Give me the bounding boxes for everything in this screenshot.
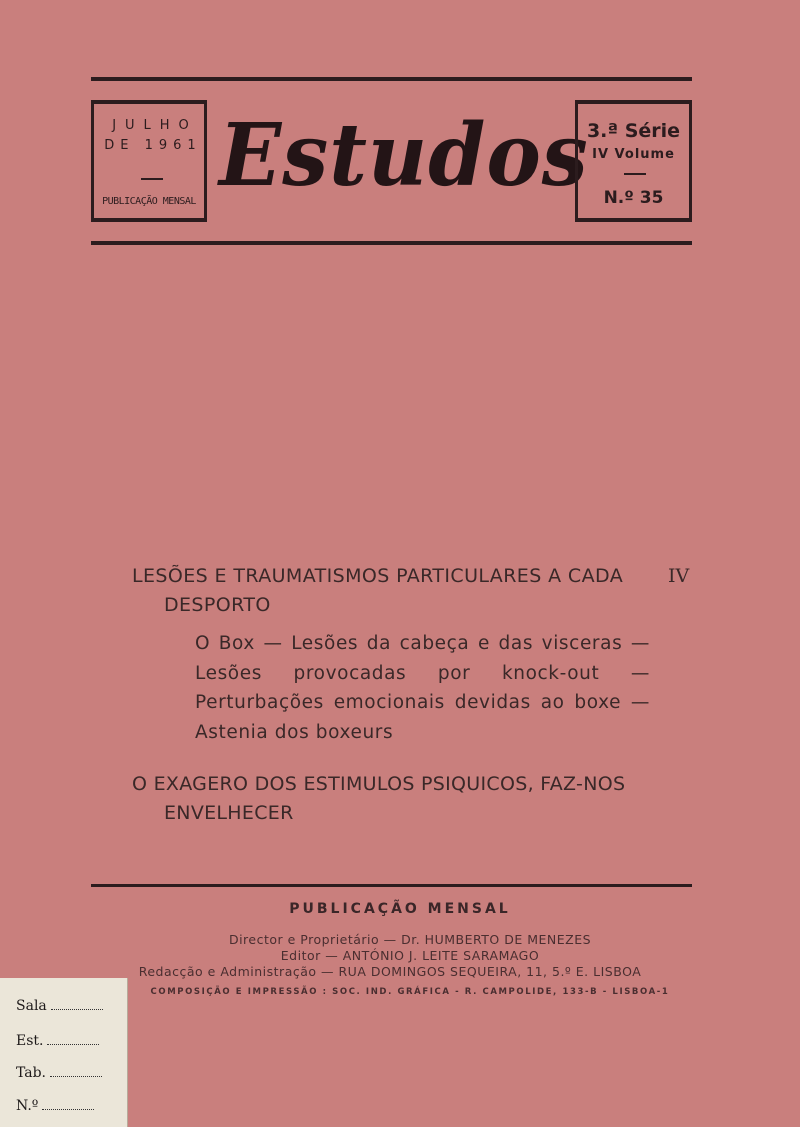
label-blank-line xyxy=(51,999,103,1010)
label-est: Est. xyxy=(16,1033,44,1049)
date-box-divider xyxy=(141,178,163,180)
volume-label: IV Volume xyxy=(592,147,675,162)
label-numero: N.º xyxy=(16,1098,39,1114)
label-row-numero xyxy=(16,1098,94,1114)
label-sala: Sala xyxy=(16,998,47,1014)
footer-address: Redacção e Administração — RUA DOMINGOS SEQUEIRA, 11, 5.º E. LISBOA xyxy=(138,964,642,979)
series-box xyxy=(575,100,692,222)
label-blank-line xyxy=(50,1066,102,1077)
label-row-sala xyxy=(16,998,103,1014)
article1-part-number: IV xyxy=(668,565,690,587)
label-tab: Tab. xyxy=(16,1065,47,1081)
label-blank-line xyxy=(42,1099,94,1110)
footer-printer: COMPOSIÇÃO E IMPRESSÃO : SOC. IND. GRÁFICA - R. CAMPOLIDE, 133-B - LISBOA-1 xyxy=(150,987,670,997)
header-top-rule xyxy=(91,77,692,81)
article1-title-line2: DESPORTO xyxy=(164,594,271,616)
article1-subtitle: O Box — Lesões da cabeça e das visceras — Lesões provocadas por knock-out — Perturbações emocionais devidas ao boxe — Astenia dos boxeurs xyxy=(195,633,650,743)
label-row-tab xyxy=(16,1065,102,1081)
issue-month: JULHO xyxy=(112,118,198,133)
header-bottom-rule xyxy=(91,241,692,245)
library-label xyxy=(0,978,128,1127)
article1-title-line1: LESÕES E TRAUMATISMOS PARTICULARES A CADA xyxy=(132,565,624,587)
issue-year: DE 1961 xyxy=(104,138,202,153)
publication-type: PUBLICAÇÃO MENSAL xyxy=(102,196,196,207)
footer-director: Director e Proprietário — Dr. HUMBERTO DE MENEZES xyxy=(228,932,592,947)
label-blank-line xyxy=(47,1034,99,1045)
series-box-divider xyxy=(624,173,646,175)
series-label: 3.ª Série xyxy=(586,120,681,142)
footer-editor: Editor — ANTÓNIO J. LEITE SARAMAGO xyxy=(280,948,540,963)
footer-title: PUBLICAÇÃO MENSAL xyxy=(289,901,511,917)
date-box xyxy=(91,100,207,222)
label-row-est xyxy=(16,1033,99,1049)
article2-title-line2: ENVELHECER xyxy=(164,802,294,824)
footer-rule xyxy=(91,884,692,887)
article2-title-line1: O EXAGERO DOS ESTIMULOS PSIQUICOS, FAZ-NOS xyxy=(132,773,626,795)
masthead-title: Estudos xyxy=(219,105,589,206)
issue-number: N.º 35 xyxy=(603,188,664,208)
